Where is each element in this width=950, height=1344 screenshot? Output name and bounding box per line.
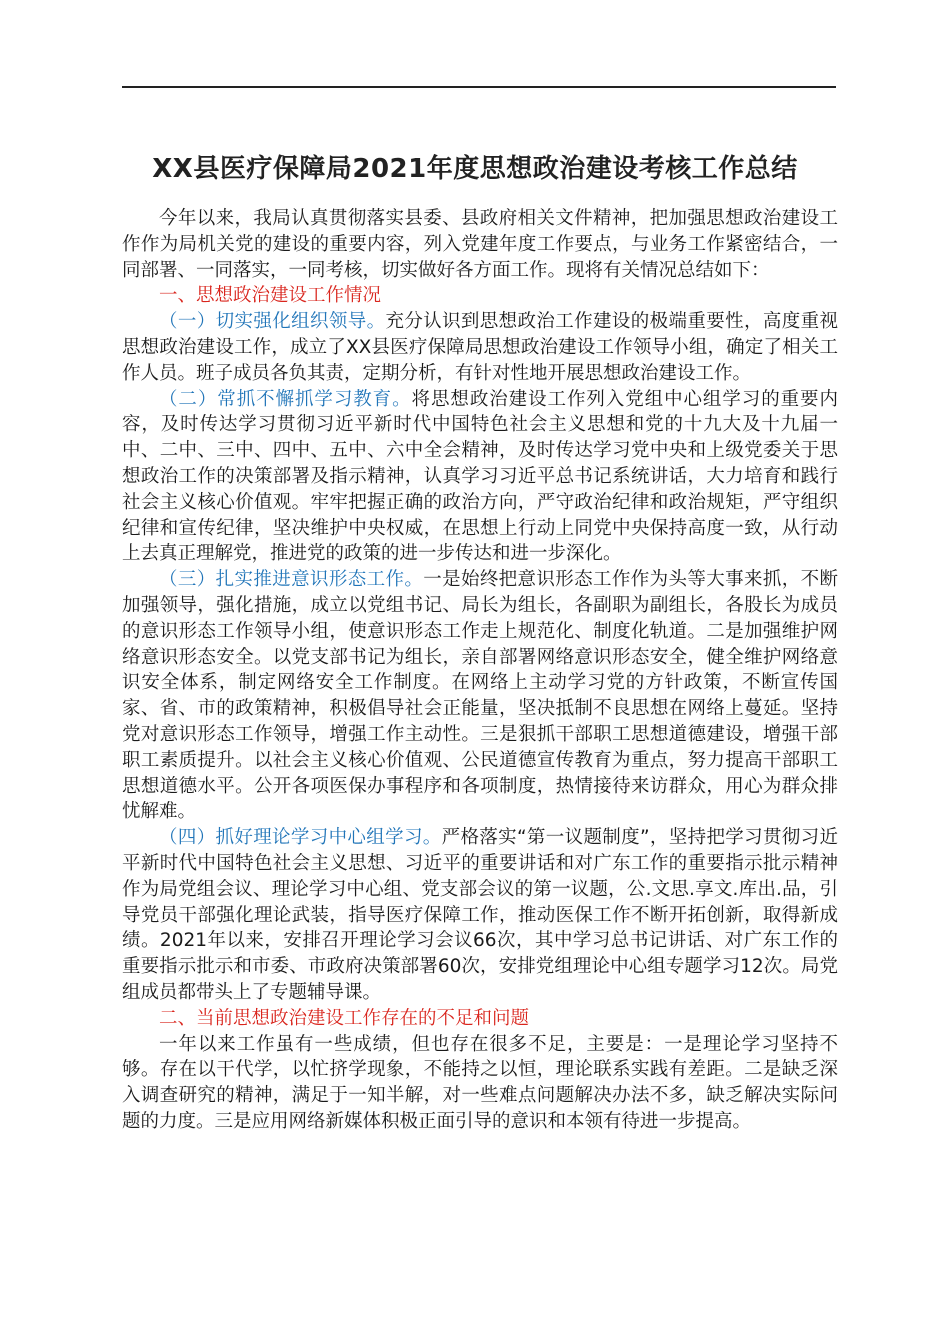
section-2-heading: 二、当前思想政治建设工作存在的不足和问题: [159, 1007, 530, 1029]
header-rule: [122, 86, 836, 88]
item-2-text: 将思想政治建设工作列入党组中心组学习的重要内容，及时传达学习贯彻习近平新时代中国特色社会主义思想和党的十九大及十九届一中、二中、三中、四中、五中、六中全会精神，及时传达学习党中央和上级党委关于思想政治工作的决策部署及指示精神，认真学习习近平总书记系统讲话，大力培育和践行社会主义核心价值观。牢牢把握正确的政治方向，严守政治纪律和政治规矩，严守组织纪律和宣传纪律，坚决维护中央权威，在思想上行动上同党中央保持高度一致，从行动上去真正理解党，推进党的政策的进一步传达和进一步深化。: [122, 388, 838, 565]
section-2-paragraph: 一年以来工作虽有一些成绩，但也存在很多不足，主要是：一是理论学习坚持不够。存在以干代学，以忙挤学现象，不能持之以恒，理论联系实践有差距。二是缺乏深入调查研究的精神，满足于一知半解，对一些难点问题解决办法不多，缺乏解决实际问题的力度。三是应用网络新媒体积极正面引导的意识和本领有待进一步提高。: [122, 1033, 838, 1132]
item-3-heading: （三）扎实推进意识形态工作。: [159, 569, 424, 591]
item-1-text: 充分认识到思想政治工作建设的极端重要性，高度重视思想政治建设工作，成立了XX县医疗保障局思想政治建设工作领导小组，确定了相关工作人员。班子成员各负其责，定期分析，有针对性地开展思想政治建设工作。: [122, 311, 838, 384]
item-4-text: 严格落实“第一议题制度”，坚持把学习贯彻习近平新时代中国特色社会主义思想、习近平的重要讲话和对广东工作的重要指示批示精神作为局党组会议、理论学习中心组、党支部会议的第一议题，公.文思.享文.库出.品，引导党员干部强化理论武装，指导医疗保障工作，推动医保工作不断开拓创新，取得新成绩。2021年以来，安排召开理论学习会议66次，其中学习总书记讲话、对广东工作的重要指示批示和市委、市政府决策部署60次，安排党组理论中心组专题学习12次。局党组成员都带头上了专题辅导课。: [122, 827, 838, 1003]
item-4-heading: （四）抓好理论学习中心组学习。: [159, 827, 442, 849]
section-1-item-1: [122, 309, 838, 386]
section-1-item-4: [122, 825, 838, 1006]
item-2-heading: （二）常抓不懈抓学习教育。: [159, 388, 412, 410]
document-title: XX县医疗保障局2021年度思想政治建设考核工作总结: [152, 154, 798, 184]
section-1-heading: 一、思想政治建设工作情况: [159, 285, 382, 307]
item-3-text: 一是始终把意识形态工作作为头等大事来抓，不断加强领导，强化措施，成立以党组书记、局长为组长，各副职为副组长，各股长为成员的意识形态工作领导小组，使意识形态工作走上规范化、制度化轨道。二是加强维护网络意识形态安全。以党支部书记为组长，亲自部署网络意识形态安全，健全维护网络意识安全体系，制定网络安全工作制度。在网络上主动学习党的方针政策，不断宣传国家、省、市的政策精神，积极倡导社会正能量，坚决抵制不良思想在网络上蔓延。坚持党对意识形态工作领导，增强工作主动性。三是狠抓干部职工思想道德建设，增强干部职工素质提升。以社会主义核心价值观、公民道德宣传教育为重点，努力提高干部职工思想道德水平。公开各项医保办事程序和各项制度，热情接待来访群众，用心为群众排忧解难。: [122, 569, 838, 823]
document-body: [122, 206, 838, 1135]
section-1-item-3: [122, 567, 838, 825]
section-1-item-2: [122, 387, 838, 568]
intro-paragraph: 今年以来，我局认真贯彻落实县委、县政府相关文件精神，把加强思想政治建设工作作为局机关党的建设的重要内容，列入党建年度工作要点，与业务工作紧密结合，一同部署、一同落实，一同考核，切实做好各方面工作。现将有关情况总结如下：: [122, 208, 838, 281]
item-1-heading: （一）切实强化组织领导。: [159, 311, 386, 333]
